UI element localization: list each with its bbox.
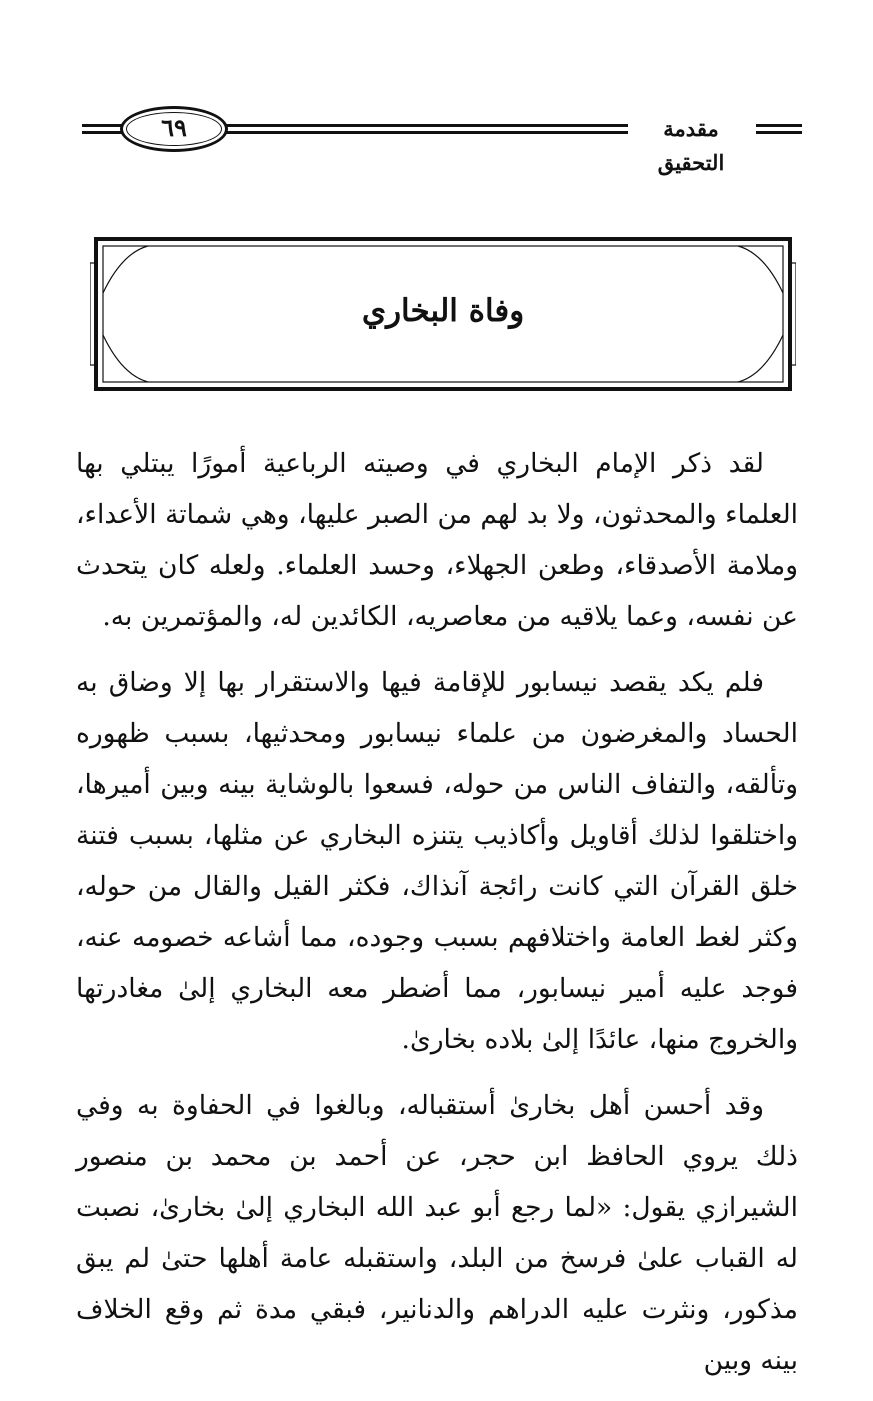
- body-text: [76, 438, 798, 1401]
- chapter-title-frame: [90, 233, 796, 395]
- header-rule-middle: [186, 124, 628, 134]
- paragraph: فلم يكد يقصد نيسابور للإقامة فيها والاستقرار بها إلا وضاق به الحساد والمغرضون من علماء نيسابور ومحدثيها، بسبب ظهوره وتألقه، والتفاف الناس من حوله، فسعوا بالوشاية بينه وبين أميرها، واختلقوا لذلك أقاويل وأكاذيب يتنزه البخاري عن مثلها، بسبب فتنة خلق القرآن التي كانت رائجة آنذاك، فكثر القيل والقال من حوله، وكثر لغط العامة واختلافهم بسبب وجوده، مما أشاعه خصومه عنه، فوجد عليه أمير نيسابور، مما أضطر معه البخاري إلىٰ مغادرتها والخروج منها، عائدًا إلىٰ بلاده بخارىٰ.: [76, 667, 798, 1055]
- header-rule-right: [756, 124, 802, 134]
- running-title: مقدمة التحقيق: [657, 116, 725, 175]
- chapter-title: وفاة البخاري: [361, 293, 525, 329]
- paragraph: لقد ذكر الإمام البخاري في وصيته الرباعية أمورًا يبتلي بها العلماء والمحدثون، ولا بد لهم من الصبر عليها، وهي شماتة الأعداء، وملامة الأصدقاء، وطعن الجهلاء، وحسد العلماء. ولعله كان يتحدث عن نفسه، وعما يلاقيه من معاصريه، الكائدين له، والمؤتمرين به.: [76, 448, 798, 632]
- page-number: ٦٩: [120, 106, 228, 152]
- page-header: [76, 98, 802, 175]
- paragraph: وقد أحسن أهل بخارىٰ أستقباله، وبالغوا في الحفاوة به وفي ذلك يروي الحافظ ابن حجر، عن أحمد بن محمد بن منصور الشيرازي يقول: «لما رجع أبو عبد الله البخاري إلىٰ بخارىٰ، نصبت له القباب علىٰ فرسخ من البلد، واستقبله عامة أهلها حتىٰ لم يبق مذكور، ونثرت عليه الدراهم والدنانير، فبقي مدة ثم وقع الخلاف بينه وبين: [76, 1090, 798, 1376]
